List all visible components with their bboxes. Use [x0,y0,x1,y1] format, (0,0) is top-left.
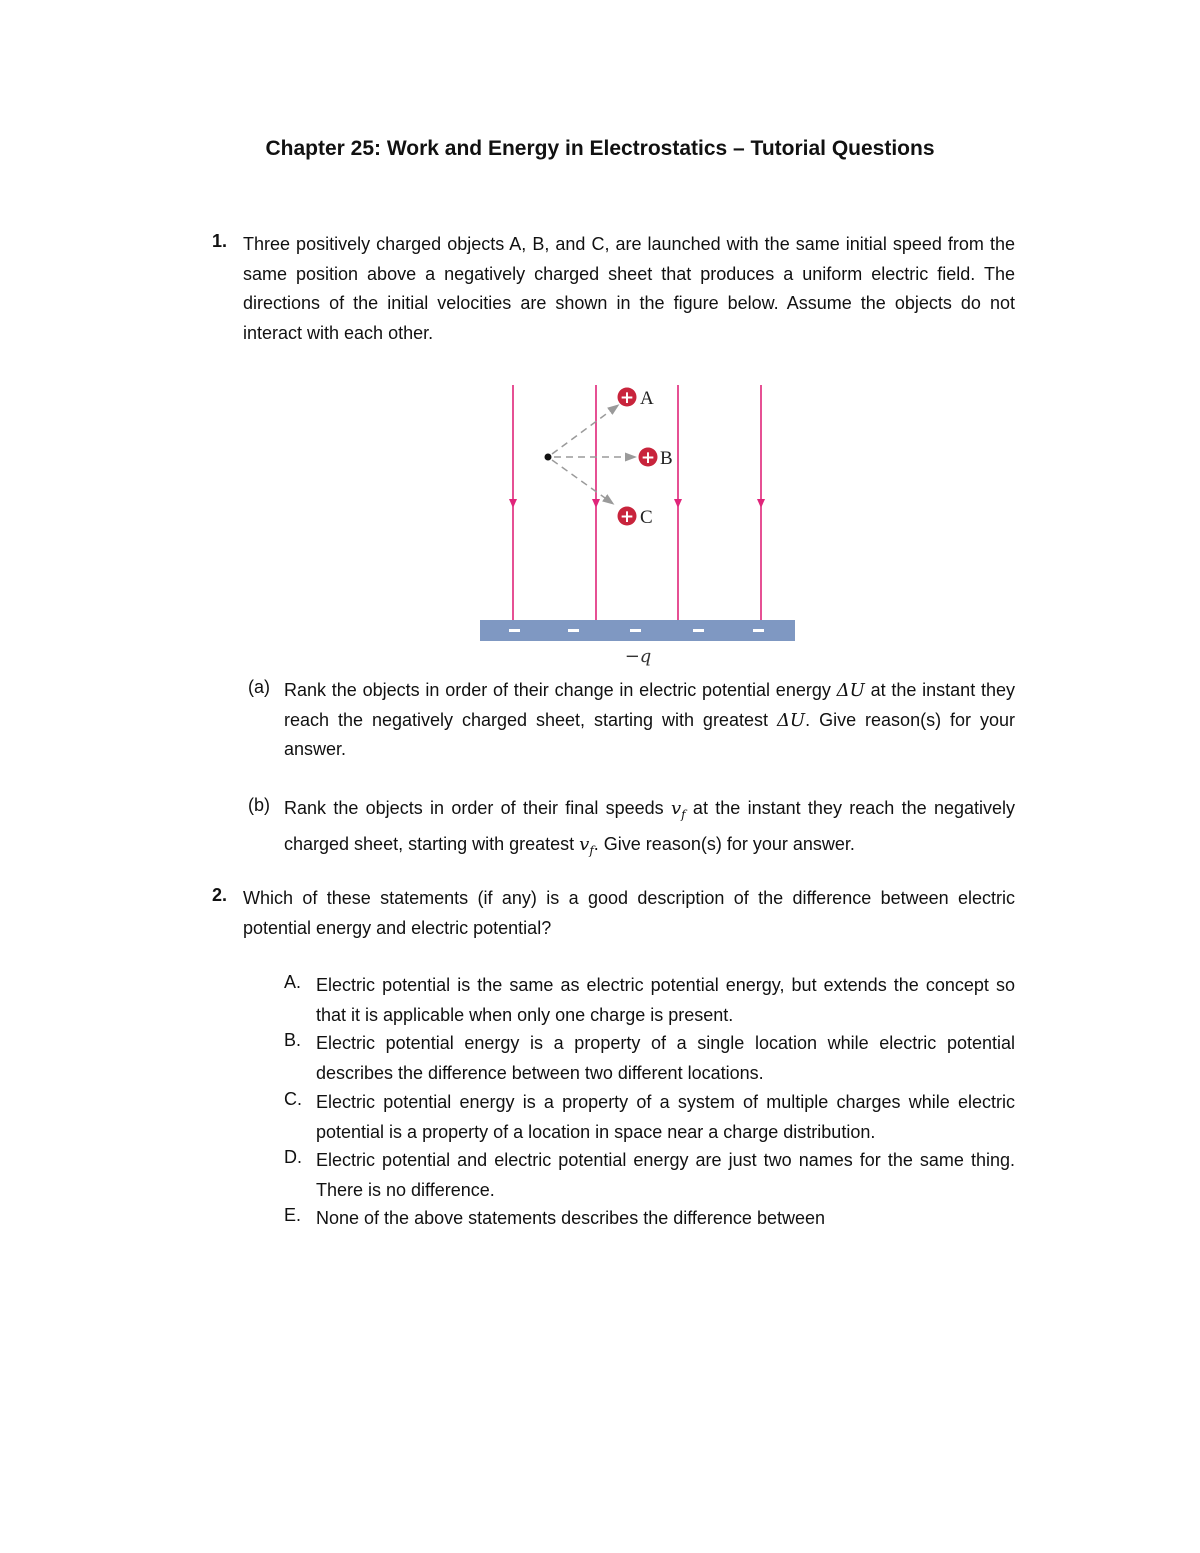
plus-icon: + [619,388,635,408]
plus-icon: + [619,507,635,527]
minus-icon [568,629,579,632]
part-a-text-1: Rank the objects in order of their change in electric potential energy [284,680,837,700]
part-a-text-3: . Give reason(s) for your answer. [284,709,1015,759]
option-a-text: Electric potential is the same as electric potential energy, but extends the concept so that it is applicable when only one charge is present. [316,975,1015,1025]
field-arrow-icon [592,499,600,508]
part-a-text [284,676,1015,765]
final-speed-symbol: $v_f$ [579,834,594,858]
charge-a-label: A [640,388,654,409]
part-a-label: (a) [248,677,270,697]
option-b-label: B. [284,1030,302,1050]
part-b-label: (b) [248,795,270,815]
charge-c-label: C [640,507,653,528]
part-a-text-2: at the instant they reach the negatively charged sheet, starting with greatest [284,680,1015,730]
option-b-text: Electric potential energy is a property of a single location while electric potential describes the difference between two different locations. [316,1033,1015,1083]
option-d-text: Electric potential and electric potential energy are just two names for the same thing. There is no difference. [316,1150,1015,1200]
option-e-text: None of the above statements describes the difference between [316,1208,825,1228]
page-title: Chapter 25: Work and Energy in Electrostatics – Tutorial Questions [265,137,935,160]
part-b-text-1: Rank the objects in order of their final speeds [284,798,671,818]
question-1-text: Three positively charged objects A, B, and C, are launched with the same initial speed from the same position above a negatively charged sheet that produces a uniform electric field. The directions of the initial velocities are shown in the figure below. Assume the objects do not interact with each other. [243,234,1015,343]
option-d-label: D. [284,1147,302,1167]
charge-c [618,507,653,529]
question-2-text: Which of these statements (if any) is a good description of the difference between electric potential energy and electric potential? [243,888,1015,938]
field-arrow-icon [509,499,517,508]
charge-b [639,448,673,470]
option-e-label: E. [284,1205,302,1225]
question-1-number: 1. [212,231,228,251]
question-2-number: 2. [212,885,228,905]
minus-icon [753,629,764,632]
velocity-arrow-a [552,406,617,454]
option-c-label: C. [284,1089,302,1109]
part-b-text [284,794,1015,866]
electric-field-figure [0,0,1200,700]
delta-u-symbol: ΔU [776,709,806,731]
launch-point [545,454,552,461]
sheet-charge-label: −q [624,646,652,667]
field-arrow-icon [674,499,682,508]
minus-icon [630,629,641,632]
minus-icon [509,629,520,632]
delta-u-symbol: ΔU [836,680,865,701]
option-a-label: A. [284,972,302,992]
final-speed-symbol: $v_f$ [671,798,686,822]
charge-b-label: B [660,448,673,469]
part-b-text-2: at the instant they reach the negatively charged sheet, starting with greatest [284,798,1015,855]
field-arrow-icon [757,499,765,508]
option-c-text: Electric potential energy is a property of a system of multiple charges while electric potential is a property of a location in space near a charge distribution. [316,1092,1015,1142]
minus-icon [693,629,704,632]
part-b-text-3: . Give reason(s) for your answer. [593,834,855,855]
velocity-arrow-c [552,460,612,503]
plus-icon: + [640,448,656,468]
charge-a [618,388,655,410]
